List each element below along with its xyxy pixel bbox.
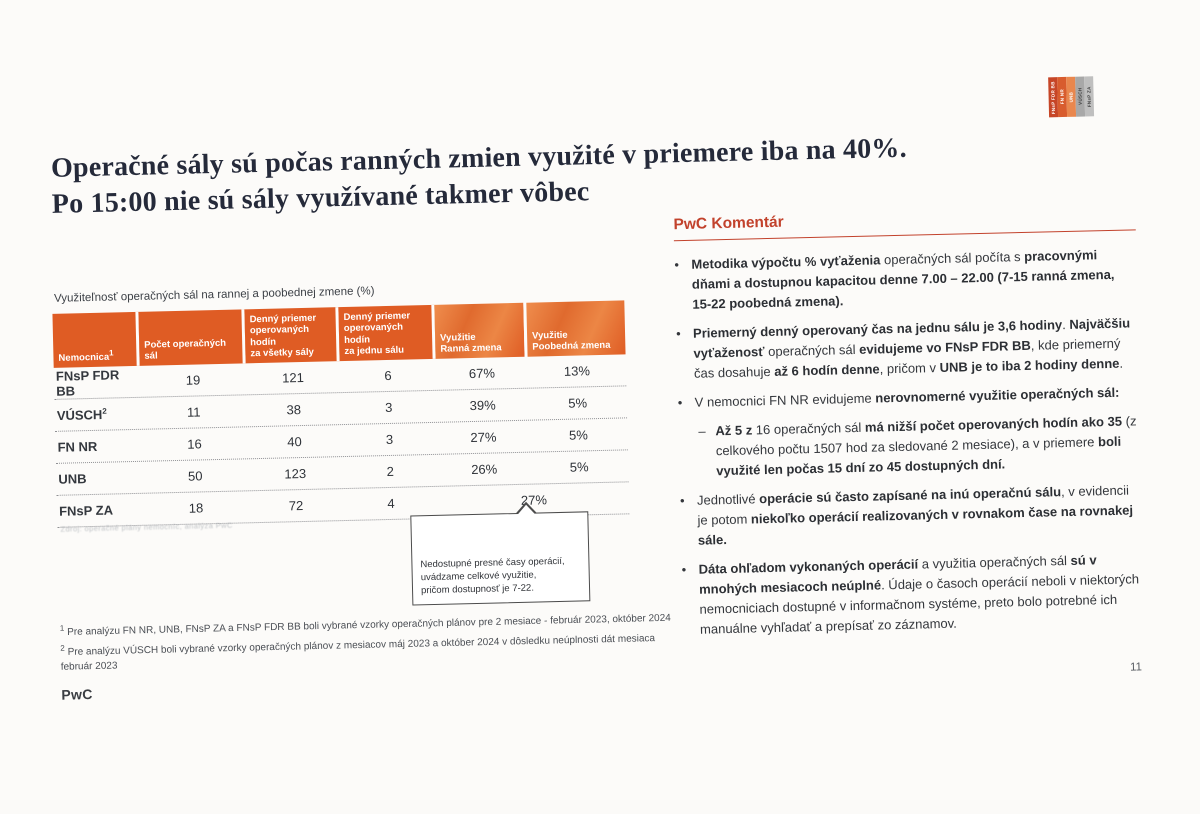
- bullet-text: V nemocnici FN NR evidujeme nerovnomerné využitie operačných sál:: [694, 384, 1120, 410]
- tab-segment-label: FNsP ZA: [1086, 85, 1092, 107]
- combined-utilization-cell: 27%: [520, 492, 548, 508]
- hospital-name-cell: FN NR: [57, 438, 98, 455]
- tab-segment-label: UNB: [1068, 91, 1074, 103]
- value-cell: 5%: [569, 459, 589, 475]
- comment-sub-bullet: [678, 411, 1141, 482]
- pwc-comment-section: [673, 205, 1145, 649]
- bullet-text: Dáta ohľadom vykonaných operácií a využitia operačných sál sú v mnohých mesiacoch neúplné. Údaje o časoch operácií neboli v niektorých nemocniciach dostupné v informačnom systéme, preto bolo potrebné ich manuálne vyhľadať a prepísať zo záznamov.: [698, 552, 1140, 637]
- bullet-marker-icon: •: [677, 395, 683, 411]
- bullet-marker-icon: •: [681, 562, 687, 578]
- comment-bullet: [677, 382, 1139, 413]
- column-header: Denný priemer operovaných hodín za všetky sály: [244, 307, 339, 363]
- tab-segment-label: VÚSCH: [1077, 87, 1083, 106]
- bullet-text: Metodika výpočtu % vyťaženia operačných sál počíta s pracovnými dňami a dostupnou kapacitou denne 7.00 – 22.00 (7-15 ranná zmena, 15-22 poobedná zmena).: [691, 247, 1115, 312]
- page-number: 11: [1129, 661, 1143, 674]
- comment-bullet: [674, 244, 1137, 315]
- callout-text: Nedostupné presné časy operácií, uvádzame celkové využitie, pričom dostupnosť je 7-22.: [420, 556, 565, 597]
- comment-bullet-list: [674, 244, 1145, 640]
- bullet-text: Až 5 z 16 operačných sál má nižší počet operovaných hodín ako 35 (z celkového počtu 1507 hod za sledované 2 mesiace), a v priemere boli využité len počas 15 dní zo 45 dostupných dní.: [715, 413, 1137, 479]
- value-cell: 39%: [469, 397, 496, 414]
- bullet-marker-icon: –: [698, 423, 706, 439]
- tab-segment: [1084, 76, 1094, 116]
- value-cell: 38: [286, 402, 302, 418]
- value-cell: 16: [187, 436, 202, 452]
- tab-segment-label: FNsP FDR BB: [1050, 80, 1057, 114]
- value-cell: 123: [284, 465, 307, 482]
- value-cell: 3: [385, 431, 394, 448]
- value-cell: 67%: [468, 365, 496, 382]
- source-note-illegible: Zdroj: operačné plány nemocníc, analýza PwC: [60, 520, 233, 534]
- hospital-name-cell: FNsP ZA: [58, 502, 114, 519]
- title-line-1: Operačné sály sú počas ranných zmien využité v priemere iba na 40%.: [50, 132, 908, 184]
- bullet-text: Jednotlivé operácie sú často zapísané na inú operačnú sálu, v evidencii je potom niekoľko operácií realizovaných v rovnakom čase na rovnakej sále.: [696, 482, 1134, 548]
- hospital-name-cell: UNB: [58, 471, 87, 487]
- hospital-name-cell: FNsP FDR BB: [55, 366, 120, 399]
- footnote: $^1$ Pre analýzu FN NR, UNB, FNsP ZA a FNsP FDR BB boli vybrané vzorky operačných plánov pre 2 mesiace - február 2023, október 2024: [59, 612, 671, 639]
- comment-bullet: [676, 313, 1139, 384]
- column-header: Využitie Poobedná zmena: [526, 300, 625, 356]
- bullet-marker-icon: •: [679, 493, 685, 509]
- value-cell: 3: [384, 399, 393, 416]
- value-cell: 50: [187, 468, 203, 484]
- value-cell: 19: [185, 372, 201, 388]
- comment-bullet: [680, 480, 1143, 551]
- callout-pointer-fill-icon: [517, 505, 535, 515]
- pwc-logo: PwC: [61, 686, 93, 703]
- footnote: $^2$ Pre analýzu VÚSCH boli vybrané vzorky operačných plánov z mesiacov máj 2023 a október 2024 v dôsledku neúplnosti dát mesiaca február 2023: [60, 632, 656, 673]
- slide-title: [51, 129, 982, 224]
- value-cell: 18: [188, 500, 204, 516]
- column-header: Využitie Ranná zmena: [434, 303, 527, 359]
- value-cell: 26%: [471, 461, 498, 478]
- value-cell: 27%: [470, 429, 497, 446]
- value-cell: 6: [384, 367, 392, 384]
- value-cell: 13%: [563, 363, 591, 379]
- value-cell: 5%: [568, 395, 588, 411]
- bullet-marker-icon: •: [674, 257, 680, 273]
- comment-heading: PwC Komentár: [673, 205, 1135, 241]
- comment-bullet: [681, 549, 1145, 640]
- bullet-marker-icon: •: [675, 326, 681, 342]
- value-cell: 11: [186, 404, 201, 420]
- column-header: Denný priemer operovaných hodín za jednu sálu: [338, 305, 435, 361]
- tab-segment-label: FN NR: [1059, 89, 1065, 105]
- section-tab-strip: [1048, 76, 1094, 117]
- bullet-text: Priemerný denný operovaný čas na jednu sálu je 3,6 hodiny. Najväčšiu vyťaženosť operačných sál evidujeme vo FNsP FDR BB, kde priemerný čas dosahuje až 6 hodín denne, pričom v UNB je to iba 2 hodiny denne.: [692, 315, 1131, 381]
- value-cell: 4: [387, 495, 395, 512]
- value-cell: 2: [386, 463, 395, 480]
- callout-box: [410, 511, 590, 605]
- value-cell: 72: [288, 498, 304, 514]
- footnotes: [60, 608, 681, 677]
- column-header: Počet operačných sál: [138, 309, 245, 365]
- hospital-name-cell: VÚSCH$^2$: [56, 406, 107, 423]
- value-cell: 40: [287, 434, 302, 450]
- value-cell: 121: [281, 369, 305, 386]
- title-line-2: Po 15:00 nie sú sály využívané takmer vôbec: [51, 176, 590, 221]
- table-caption: Využiteľnosť operačných sál na rannej a poobednej zmene (%): [53, 285, 375, 305]
- utilization-table: [52, 300, 629, 527]
- column-header: Nemocnica$^1$: [52, 312, 139, 368]
- value-cell: 5%: [568, 427, 589, 443]
